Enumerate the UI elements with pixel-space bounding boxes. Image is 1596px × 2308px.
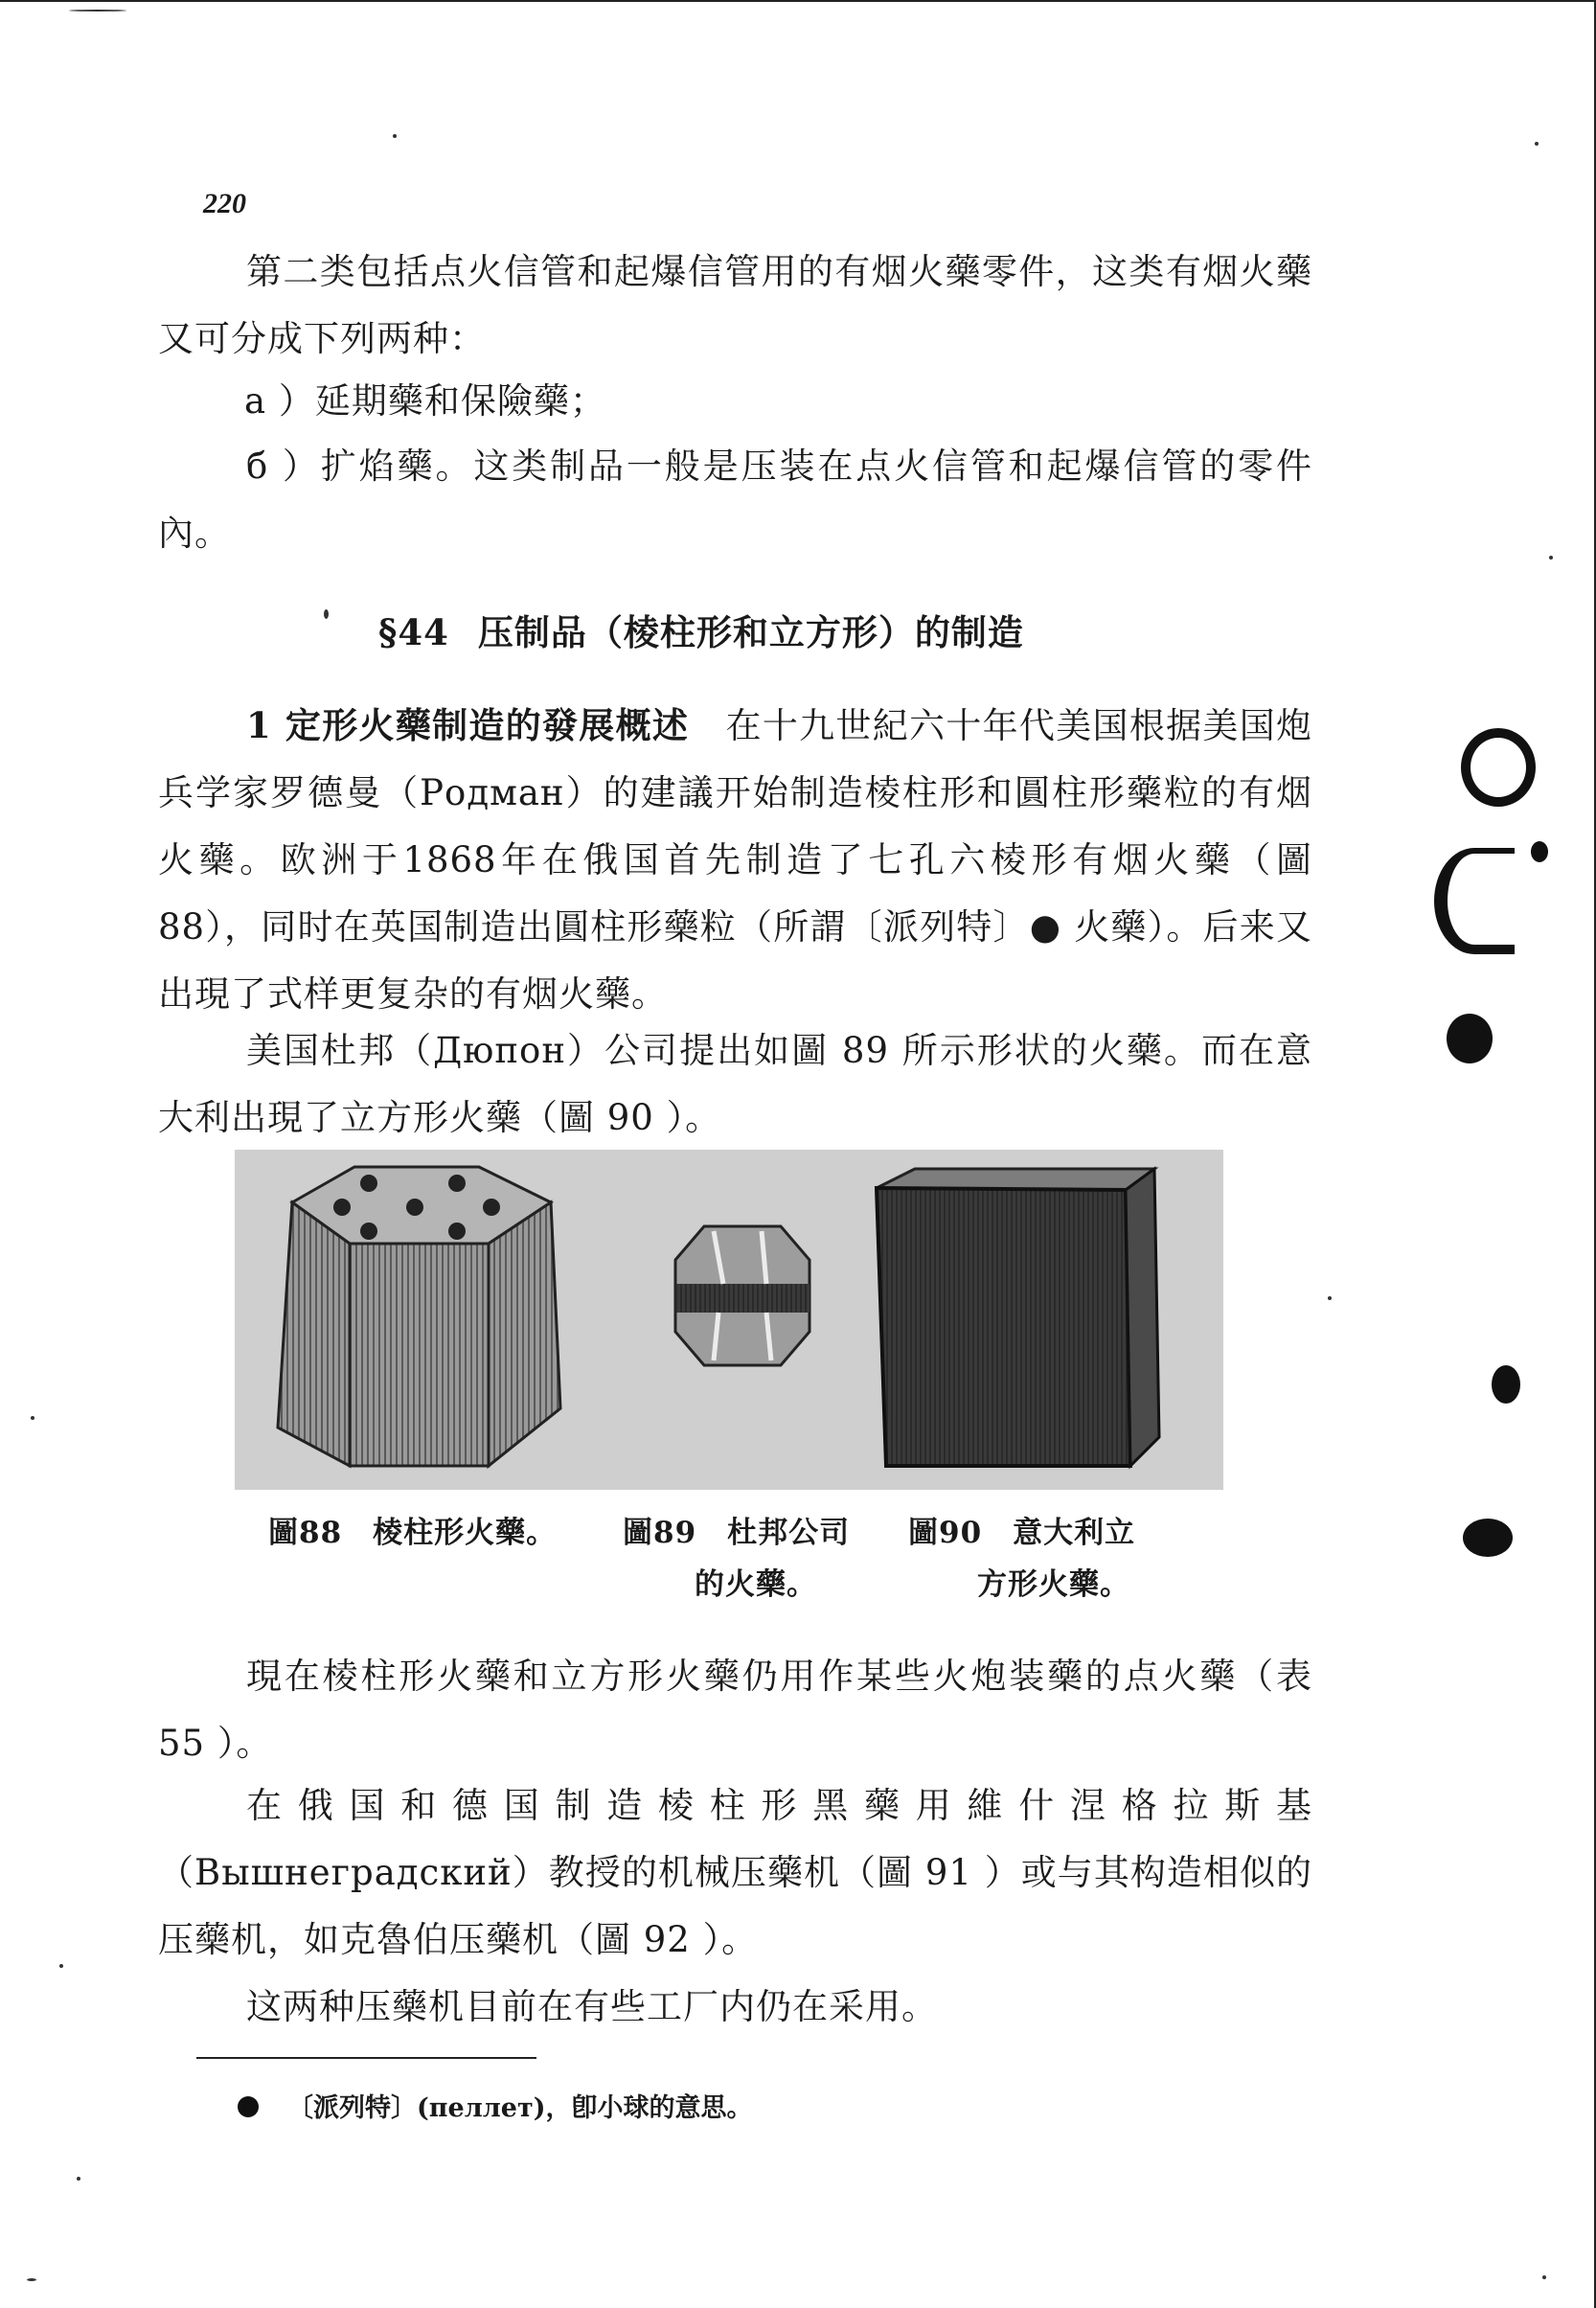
ink-blot	[1531, 841, 1548, 862]
paragraph-2	[158, 692, 1312, 1028]
ink-blot	[1447, 1014, 1493, 1063]
ink-blot	[1434, 848, 1515, 954]
footnote-text: 〔派列特〕(пеллет)，卽小球的意思。	[287, 2093, 753, 2123]
page-number: 220	[203, 188, 246, 219]
speck	[1328, 1296, 1332, 1300]
speck	[27, 2278, 36, 2281]
section-number: §44	[378, 611, 449, 653]
speck	[31, 1416, 34, 1420]
speck	[324, 609, 329, 619]
paragraph-6: 这两种压藥机目前在有些工厂内仍在采用。	[246, 1986, 938, 2027]
footnote-marker-icon	[238, 2096, 259, 2117]
list-item-b: б ）扩焰藥。这类制品一般是压装在点火信管和起爆信管的零件內。	[158, 446, 1312, 554]
caption-fig89-line2: 的火藥。	[695, 1567, 817, 1602]
figure-powder-grains	[235, 1150, 1223, 1490]
dupont-grain	[675, 1226, 809, 1365]
section-heading	[378, 604, 1024, 655]
paragraph-2-text: 在十九世紀六十年代美国根据美国炮兵学家罗德曼（Родман）的建議开始制造棱柱形和圓柱形藥粒的有烟火藥。欧洲于1868年在俄国首先制造了七孔六棱形有烟火藥（圖 88），同时在英国制造出圓柱形藥粒（所謂〔派列特〕● 火藥）。后来又出現了式样更复杂的有烟火藥。	[158, 705, 1313, 1015]
hexagonal-prism-grain	[278, 1167, 560, 1466]
caption-fig89-line1: 圖89 杜邦公司	[623, 1516, 851, 1550]
paragraph-3: 美国杜邦（Дюпон）公司提出如圖 89 所示形状的火藥。而在意大利出現了立方形火藥（圖 90 ）。	[158, 1030, 1312, 1138]
caption-fig90-line1: 圖90 意大利立	[908, 1516, 1136, 1550]
top-border	[0, 0, 1596, 2]
caption-fig90-line2: 方形火藥。	[977, 1567, 1130, 1602]
cube-grain	[877, 1169, 1159, 1466]
paragraph-1: 第二类包括点火信管和起爆信管用的有烟火藥零件，这类有烟火藥又可分成下列两种：	[158, 251, 1312, 359]
speck	[69, 10, 126, 11]
paragraph-lead: 1 定形火藥制造的發展概述	[246, 704, 690, 746]
paragraph-5: 在俄国和德国制造棱柱形黑藥用維什涅格拉斯基（Вышнеградский）教授的机械压藥机（圖 91 ）或与其构造相似的压藥机，如克魯伯压藥机（圖 92 ）。	[158, 1785, 1312, 1960]
speck	[1542, 2275, 1546, 2279]
speck	[77, 2177, 80, 2181]
speck	[1549, 556, 1553, 560]
footnote-rule	[196, 2057, 536, 2059]
ink-blot	[1463, 1519, 1513, 1557]
section-title: 压制品（棱柱形和立方形）的制造	[477, 611, 1024, 653]
speck	[1535, 142, 1539, 146]
ink-blot	[1461, 728, 1536, 807]
caption-fig88: 圖88 棱柱形火藥。	[268, 1516, 558, 1550]
ink-blot	[1492, 1365, 1520, 1404]
list-item-a: а ）延期藥和保險藥；	[244, 380, 606, 422]
paragraph-4: 現在棱柱形火藥和立方形火藥仍用作某些火炮装藥的点火藥（表 55 ）。	[158, 1656, 1312, 1764]
speck	[393, 134, 397, 138]
speck	[59, 1964, 63, 1968]
figure-illustration	[235, 1150, 1223, 1490]
